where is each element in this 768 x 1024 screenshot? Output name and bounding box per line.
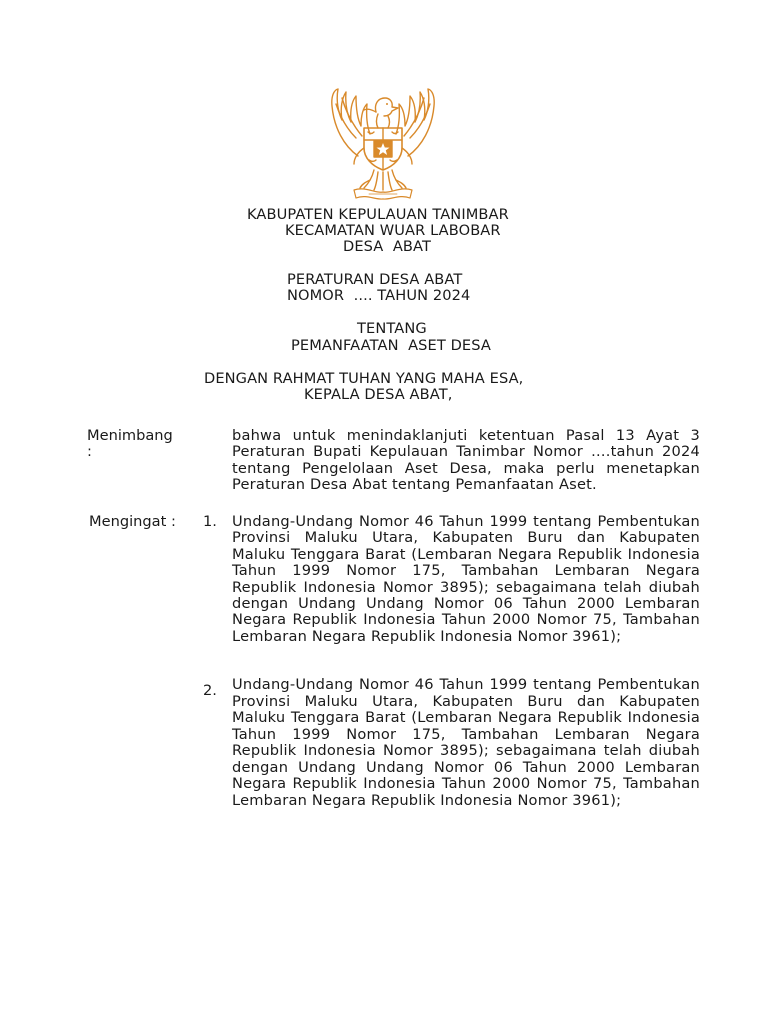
regulation-subject: PEMANFAATAN ASET DESA <box>291 337 491 354</box>
garuda-emblem-icon <box>314 86 452 202</box>
preamble-line-2: KEPALA DESA ABAT, <box>304 386 453 403</box>
recalling-item-number: 2. <box>203 682 217 699</box>
village-name: DESA ABAT <box>343 238 432 255</box>
recalling-label: Mengingat : <box>89 513 176 530</box>
recalling-item-text: Undang-Undang Nomor 46 Tahun 1999 tentang Pembentukan Provinsi Maluku Utara, Kabupaten Buru dan Kabupaten Maluku Tenggara Barat (Lembaran Negara Republik Indonesia Tahun 1999 Nomor 175, Tambahan Lembaran Negara Republik Indonesia Nomor 3895); sebagaimana telah diubah dengan Undang Undang Nomor 06 Tahun 2000 Lembaran Negara Republik Indonesia Tahun 2000 Nomor 75, Tambahan Lembaran Negara Republik Indonesia Nomor 3961); <box>232 513 700 645</box>
preamble-line-1: DENGAN RAHMAT TUHAN YANG MAHA ESA, <box>204 370 524 387</box>
considering-colon: : <box>87 443 92 460</box>
recalling-item-number: 1. <box>203 513 217 530</box>
regulation-number: NOMOR .... TAHUN 2024 <box>287 287 471 304</box>
considering-text: bahwa untuk menindaklanjuti ketentuan Pasal 13 Ayat 3 Peraturan Bupati Kepulauan Tanimbar Nomor ….tahun 2024 tentang Pengelolaan Aset Desa, maka perlu menetapkan Peraturan Desa Abat tentang Pemanfaatan Aset. <box>232 427 700 494</box>
about-label: TENTANG <box>357 320 427 337</box>
district-name: KECAMATAN WUAR LABOBAR <box>285 222 501 239</box>
regulation-title: PERATURAN DESA ABAT <box>287 271 463 288</box>
considering-label: Menimbang <box>87 427 173 444</box>
recalling-item-text: Undang-Undang Nomor 46 Tahun 1999 tentang Pembentukan Provinsi Maluku Utara, Kabupaten Buru dan Kabupaten Maluku Tenggara Barat (Lembaran Negara Republik Indonesia Tahun 1999 Nomor 175, Tambahan Lembaran Negara Republik Indonesia Nomor 3895); sebagaimana telah diubah dengan Undang Undang Nomor 06 Tahun 2000 Lembaran Negara Republik Indonesia Tahun 2000 Nomor 75, Tambahan Lembaran Negara Republik Indonesia Nomor 3961); <box>232 676 700 809</box>
regency-name: KABUPATEN KEPULAUAN TANIMBAR <box>247 206 509 223</box>
